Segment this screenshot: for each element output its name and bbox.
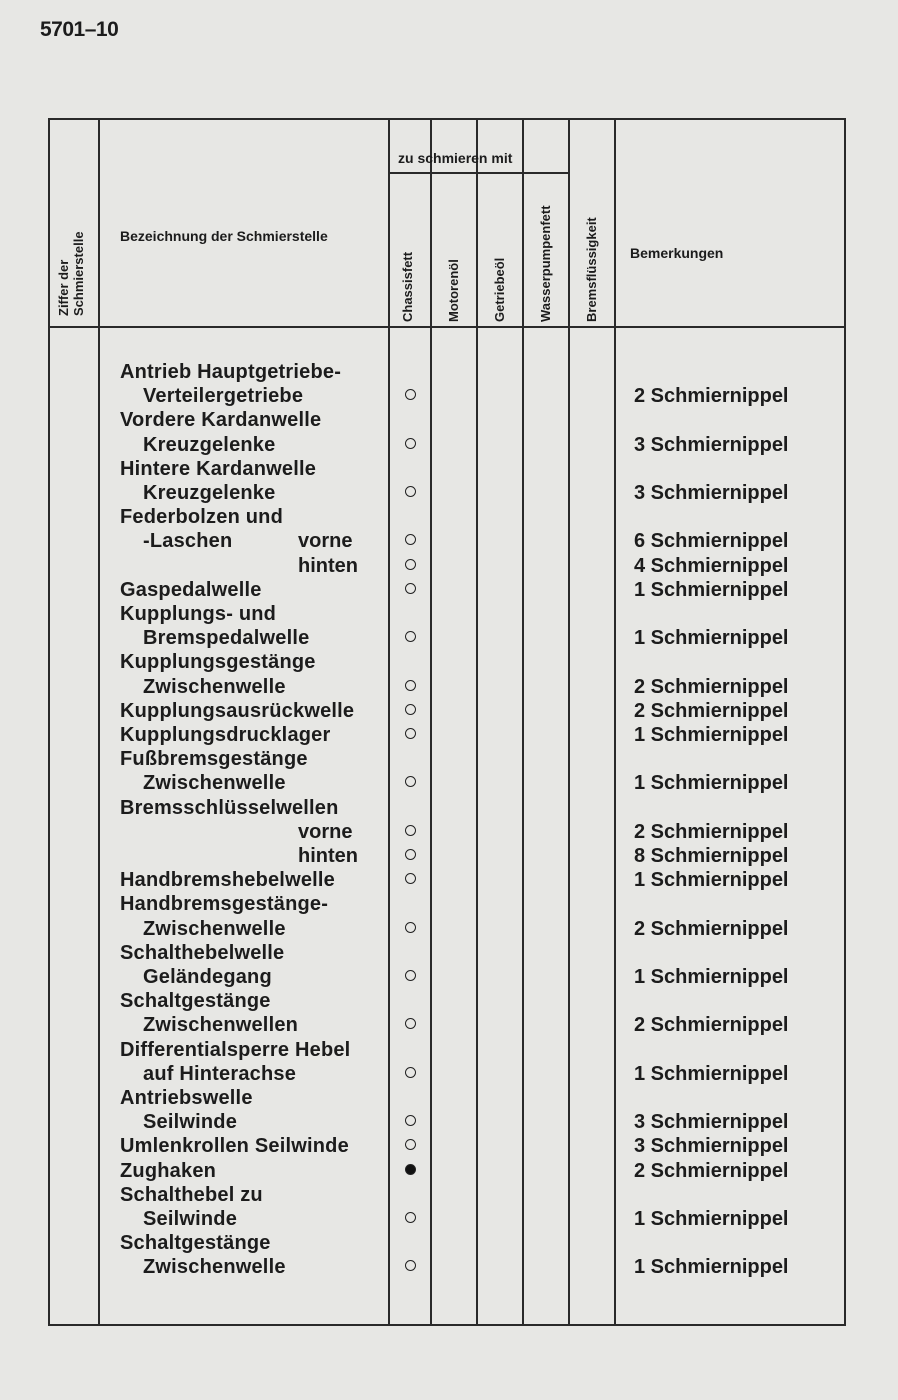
table-row — [50, 699, 844, 723]
remark-text: 6 Schmiernippel — [634, 530, 789, 553]
lubrication-point-label: Kreuzgelenke — [143, 433, 276, 456]
lubrication-point-label: Zwischenwelle — [143, 1256, 286, 1279]
table-row — [50, 457, 844, 481]
table-row — [50, 1134, 844, 1158]
table-row — [50, 820, 844, 844]
table-row — [50, 602, 844, 626]
position-label: vorne — [298, 530, 353, 553]
remark-text: 1 Schmiernippel — [634, 1256, 789, 1279]
remark-text: 1 Schmiernippel — [634, 724, 789, 746]
open-circle-marker — [405, 825, 416, 836]
page-number: 5701–10 — [40, 18, 119, 41]
filled-circle-marker — [405, 1164, 416, 1175]
open-circle-marker — [405, 1115, 416, 1126]
lubrication-point-label: Kupplungsdrucklager — [120, 724, 331, 746]
lubrication-point-label: Antrieb Hauptgetriebe- — [120, 361, 342, 383]
table-row — [50, 1086, 844, 1110]
remark-text: 8 Schmiernippel — [634, 845, 789, 867]
remark-text: 2 Schmiernippel — [634, 917, 789, 940]
lubrication-point-label: Bremspedalwelle — [143, 627, 310, 650]
lubrication-point-label: Verteilergetriebe — [143, 385, 304, 408]
header-getriebeoel: Getriebeöl — [492, 257, 507, 322]
table-row — [50, 554, 844, 578]
header-bezeichnung: Bezeichnung der Schmierstelle — [120, 228, 328, 244]
table-row — [50, 650, 844, 674]
table-row — [50, 1038, 844, 1062]
open-circle-marker — [405, 1139, 416, 1150]
table-row — [50, 1207, 844, 1231]
table-row — [50, 892, 844, 916]
position-label: hinten — [298, 845, 358, 867]
remark-text: 1 Schmiernippel — [634, 772, 789, 795]
lubrication-point-label: Zwischenwellen — [143, 1014, 299, 1037]
table-row — [50, 675, 844, 699]
open-circle-marker — [405, 776, 416, 787]
lubrication-point-label: Schaltgestänge — [120, 990, 271, 1013]
header-divider — [50, 326, 844, 328]
lubrication-point-label: Geländegang — [143, 966, 272, 988]
table-row — [50, 1255, 844, 1279]
remark-text: 1 Schmiernippel — [634, 1208, 789, 1230]
header-ziffer: Ziffer der Schmierstelle — [56, 231, 86, 316]
remark-text: 1 Schmiernippel — [634, 869, 789, 892]
lubrication-point-label: Zwischenwelle — [143, 917, 286, 940]
header-chassisfett: Chassisfett — [400, 251, 415, 322]
table-row — [50, 965, 844, 989]
lubrication-point-label: Kupplungsausrückwelle — [120, 699, 355, 722]
open-circle-marker — [405, 486, 416, 497]
lubrication-point-label: -Laschen — [143, 530, 233, 553]
lubrication-point-label: Seilwinde — [143, 1111, 238, 1134]
header-group-title: zu schmieren mit — [398, 150, 513, 166]
table-row — [50, 626, 844, 650]
table-row — [50, 1110, 844, 1134]
remark-text: 2 Schmiernippel — [634, 699, 789, 722]
table-row — [50, 384, 844, 408]
remark-text: 2 Schmiernippel — [634, 1014, 789, 1037]
table-row — [50, 529, 844, 553]
remark-text: 4 Schmiernippel — [634, 554, 789, 577]
lubrication-point-label: Kupplungs- und — [120, 603, 277, 625]
lubrication-point-label: Vordere Kardanwelle — [120, 409, 322, 432]
open-circle-marker — [405, 704, 416, 715]
remark-text: 1 Schmiernippel — [634, 1062, 789, 1085]
lubrication-point-label: Zwischenwelle — [143, 675, 286, 698]
open-circle-marker — [405, 873, 416, 884]
table-row — [50, 433, 844, 457]
lubrication-point-label: Fußbremsgestänge — [120, 748, 308, 771]
open-circle-marker — [405, 438, 416, 449]
remark-text: 3 Schmiernippel — [634, 433, 789, 456]
header-motorenoel: Motorenöl — [446, 259, 461, 322]
lubrication-point-label: Zughaken — [120, 1159, 217, 1182]
lubrication-point-label: Handbremsgestänge- — [120, 893, 329, 916]
open-circle-marker — [405, 534, 416, 545]
open-circle-marker — [405, 970, 416, 981]
table-row — [50, 408, 844, 432]
open-circle-marker — [405, 680, 416, 691]
table-row — [50, 989, 844, 1013]
remark-text: 2 Schmiernippel — [634, 385, 789, 408]
lubrication-point-label: Kreuzgelenke — [143, 482, 276, 504]
table-row — [50, 481, 844, 505]
header-wasserpumpenfett: Wasserpumpenfett — [538, 205, 553, 322]
table-row — [50, 917, 844, 941]
position-label: vorne — [298, 820, 353, 843]
table-row — [50, 796, 844, 820]
table-row — [50, 844, 844, 868]
lubrication-point-label: Differentialsperre Hebel — [120, 1038, 351, 1061]
open-circle-marker — [405, 1260, 416, 1271]
lubrication-point-label: Umlenkrollen Seilwinde — [120, 1135, 349, 1158]
lubrication-table — [48, 118, 846, 1326]
table-row — [50, 1159, 844, 1183]
open-circle-marker — [405, 1212, 416, 1223]
lubrication-point-label: Seilwinde — [143, 1208, 238, 1230]
open-circle-marker — [405, 583, 416, 594]
remark-text: 2 Schmiernippel — [634, 1159, 789, 1182]
open-circle-marker — [405, 559, 416, 570]
lubrication-point-label: Bremsschlüsselwellen — [120, 796, 339, 819]
lubrication-point-label: Handbremshebelwelle — [120, 869, 335, 892]
open-circle-marker — [405, 1067, 416, 1078]
open-circle-marker — [405, 922, 416, 933]
lubrication-point-label: Gaspedalwelle — [120, 578, 262, 601]
table-row — [50, 747, 844, 771]
remark-text: 1 Schmiernippel — [634, 966, 789, 988]
lubrication-point-label: Kupplungsgestänge — [120, 651, 316, 674]
remark-text: 3 Schmiernippel — [634, 482, 789, 504]
open-circle-marker — [405, 849, 416, 860]
open-circle-marker — [405, 631, 416, 642]
remark-text: 3 Schmiernippel — [634, 1135, 789, 1158]
table-row — [50, 1231, 844, 1255]
remark-text: 1 Schmiernippel — [634, 627, 789, 650]
table-row — [50, 868, 844, 892]
remark-text: 3 Schmiernippel — [634, 1111, 789, 1134]
remark-text: 2 Schmiernippel — [634, 820, 789, 843]
lubrication-point-label: Schalthebelwelle — [120, 941, 285, 964]
open-circle-marker — [405, 1018, 416, 1029]
table-row — [50, 771, 844, 795]
header-bemerkungen: Bemerkungen — [630, 245, 724, 261]
lubrication-point-label: Zwischenwelle — [143, 772, 286, 795]
table-row — [50, 1013, 844, 1037]
open-circle-marker — [405, 728, 416, 739]
table-row — [50, 723, 844, 747]
remark-text: 2 Schmiernippel — [634, 675, 789, 698]
table-row — [50, 1183, 844, 1207]
table-row — [50, 360, 844, 384]
lubrication-point-label: Hintere Kardanwelle — [120, 457, 317, 480]
lubrication-point-label: auf Hinterachse — [143, 1062, 297, 1085]
lubrication-point-label: Antriebswelle — [120, 1087, 253, 1109]
lubrication-point-label: Schalthebel zu — [120, 1183, 263, 1206]
table-row — [50, 505, 844, 529]
lubrication-point-label: Schaltgestänge — [120, 1232, 271, 1255]
lubrication-point-label: Federbolzen und — [120, 506, 283, 529]
position-label: hinten — [298, 554, 358, 577]
header-bremsfluessigkeit: Bremsflüssigkeit — [584, 217, 599, 322]
group-header-divider — [388, 172, 568, 174]
table-row — [50, 578, 844, 602]
open-circle-marker — [405, 389, 416, 400]
table-row — [50, 1062, 844, 1086]
table-row — [50, 941, 844, 965]
remark-text: 1 Schmiernippel — [634, 578, 789, 601]
